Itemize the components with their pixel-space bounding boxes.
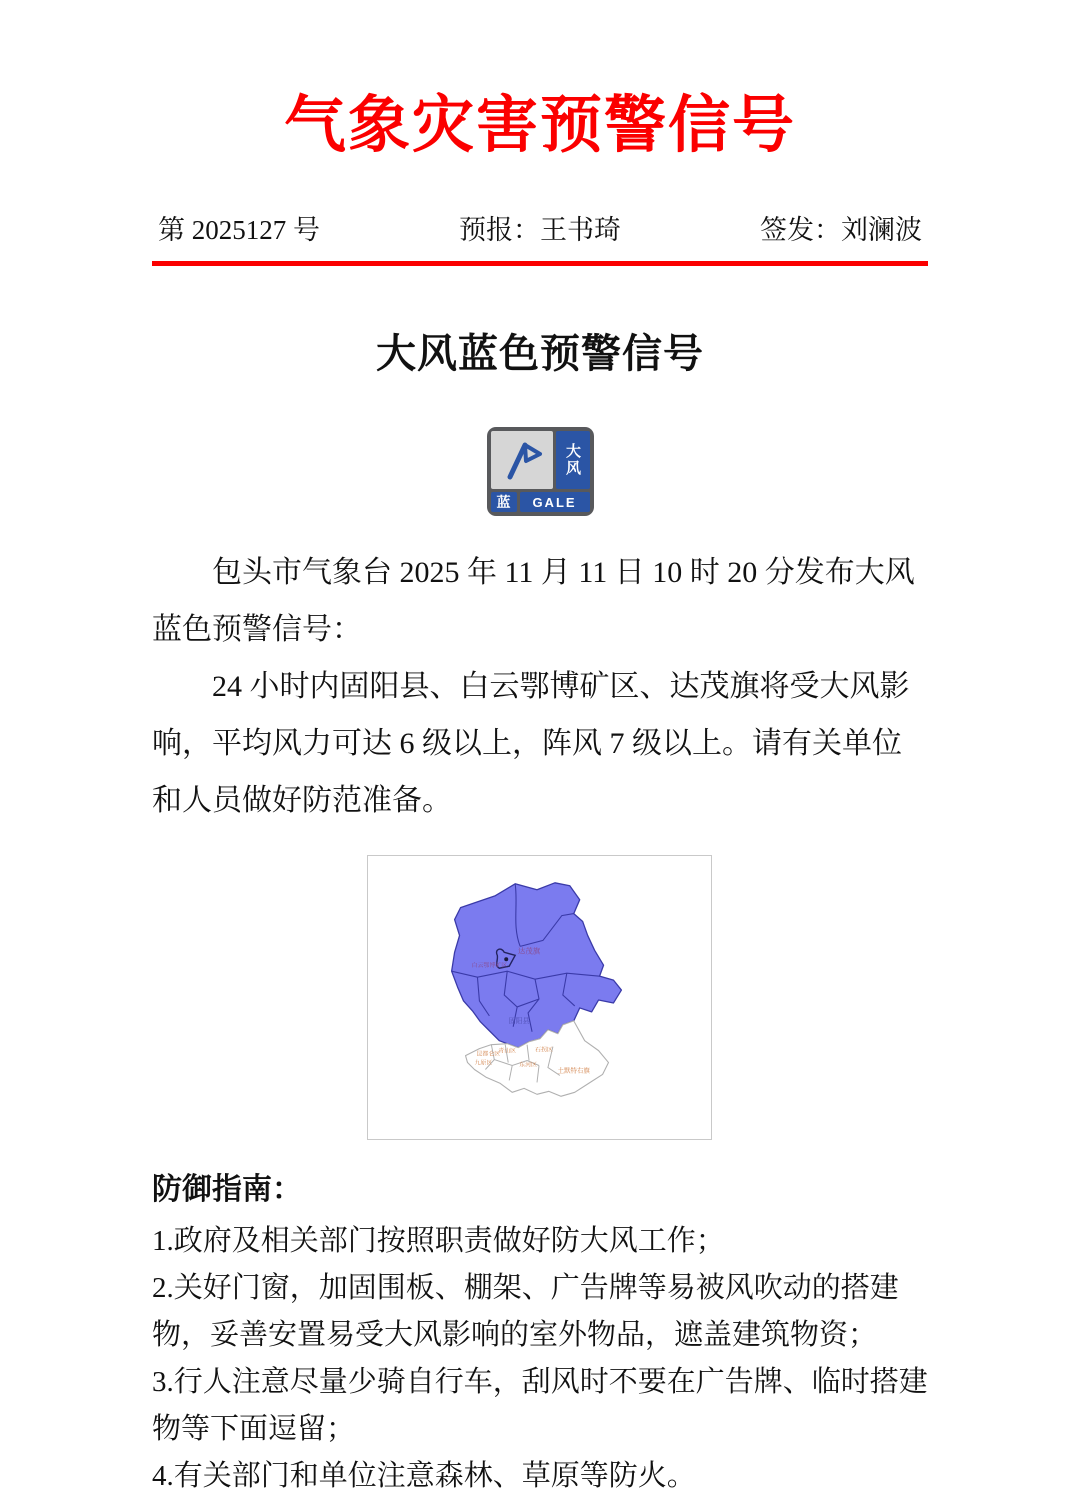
guide-item-3: 3.行人注意尽量少骑自行车，刮风时不要在广告牌、临时搭建物等下面逗留； <box>152 1366 928 1446</box>
defense-guide <box>152 1164 928 1500</box>
warning-area-map <box>367 855 714 1140</box>
badge-level-label: 蓝 <box>491 492 517 512</box>
map-label-kundulun: 昆都仑区 <box>475 1051 500 1058</box>
gale-blue-warning-badge <box>487 427 594 516</box>
defense-guide-heading: 防御指南： <box>152 1173 302 1207</box>
warning-paragraph-2: 24 小时内固阳县、白云鄂博矿区、达茂旗将受大风影响，平均风力可达 6 级以上，阵风 7 级以上。请有关单位和人员做好防范准备。 <box>152 670 910 818</box>
map-label-donghe: 东河区 <box>518 1062 537 1069</box>
issuer: 签发：刘澜波 <box>760 215 922 246</box>
defense-guide-list <box>152 1218 928 1500</box>
warning-paragraph-1: 包头市气象台 2025 年 11 月 11 日 10 时 20 分发布大风蓝色预警信号： <box>152 556 915 647</box>
document-meta-row <box>152 208 928 247</box>
wind-flag-icon <box>491 431 553 489</box>
map-label-qingshan: 青山区 <box>497 1048 516 1055</box>
map-label-baiyun: 白云鄂博矿区 <box>471 963 507 970</box>
map-label-tumote: 土默特右旗 <box>557 1067 590 1075</box>
map-label-guyang: 固阳县 <box>508 1017 530 1026</box>
map-label-damao: 达茂旗 <box>517 946 540 956</box>
badge-type-label: 大风 <box>556 431 590 489</box>
doc-number: 第 2025127 号 <box>158 215 320 246</box>
badge-type-label-en: GALE <box>520 492 590 512</box>
warning-title: 大风蓝色预警信号 <box>376 331 704 377</box>
map-baiyun-dot <box>504 957 508 961</box>
guide-item-1: 1.政府及相关部门按照职责做好防大风工作； <box>152 1225 725 1258</box>
warning-body <box>152 544 928 829</box>
map-label-jiuyuan: 九原区 <box>473 1060 492 1067</box>
page-title: 气象灾害预警信号 <box>283 92 796 160</box>
baotou-map <box>367 855 712 1140</box>
map-label-shiguai: 石拐区 <box>534 1047 553 1054</box>
warning-badge-container <box>152 427 928 516</box>
guide-item-2: 2.关好门窗，加固围板、棚架、广告牌等易被风吹动的搭建物，妥善安置易受大风影响的室外物品，遮盖建筑物资； <box>152 1272 899 1352</box>
forecaster: 预报：王书琦 <box>459 215 621 246</box>
guide-item-4: 4.有关部门和单位注意森林、草原等防火。 <box>152 1460 696 1493</box>
red-divider <box>152 261 928 266</box>
warning-document <box>152 0 928 1500</box>
